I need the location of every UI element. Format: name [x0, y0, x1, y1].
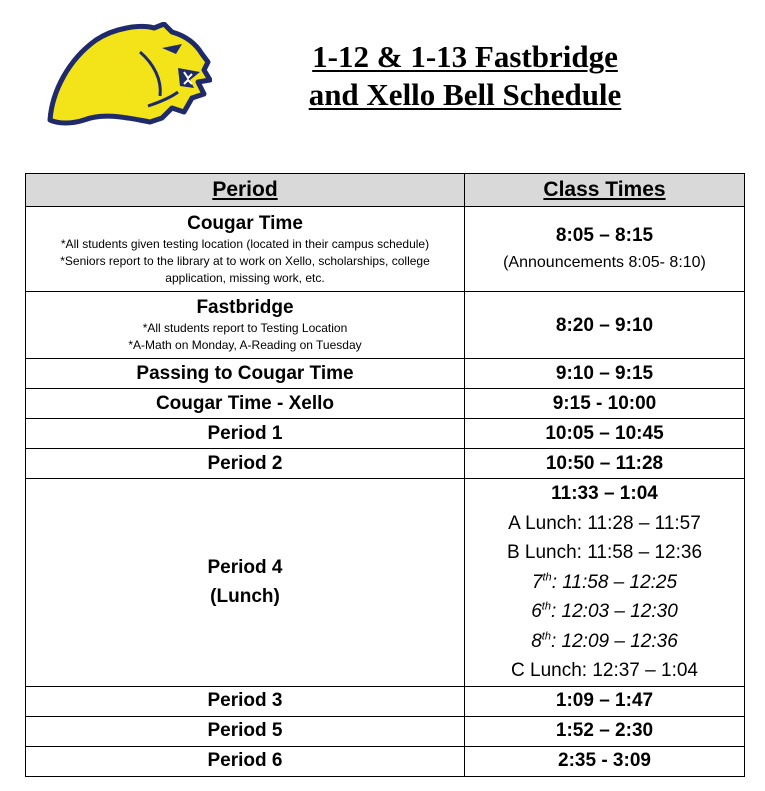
- table-row-period-5: [26, 716, 745, 746]
- grade-6-lunch-time: 6th: 12:03 – 12:30: [531, 600, 678, 622]
- grade-8-lunch-time: 8th: 12:09 – 12:36: [531, 630, 678, 652]
- period-name: Period 5: [26, 716, 465, 746]
- period-note: *Seniors report to the library at to work on Xello, scholarships, college application, missing work, etc.: [60, 253, 430, 285]
- table-row-cougar-time: [26, 207, 745, 292]
- period-name: Period 4: [207, 556, 283, 578]
- period-cell: [26, 292, 465, 359]
- period-time: 8:05 – 8:15: [555, 225, 654, 246]
- table-row-fastbridge: [26, 292, 745, 359]
- page-title: [240, 38, 690, 114]
- grade-7-lunch-time: 7th: 11:58 – 12:25: [531, 571, 678, 593]
- period-name: Passing to Cougar Time: [26, 359, 465, 389]
- period-time: 10:50 – 11:28: [465, 449, 745, 479]
- period-time: 2:35 - 3:09: [465, 746, 745, 776]
- b-lunch-time: B Lunch: 11:58 – 12:36: [506, 542, 703, 563]
- period-time: 1:09 – 1:47: [465, 686, 745, 716]
- period-note: *All students report to Testing Location: [142, 321, 348, 335]
- table-row-passing: [26, 359, 745, 389]
- period-cell: [26, 479, 465, 687]
- period-time: 8:20 – 9:10: [555, 315, 654, 336]
- period-time-note: (Announcements 8:05- 8:10): [503, 254, 706, 271]
- time-cell: [465, 207, 745, 292]
- period-time: 9:10 – 9:15: [465, 359, 745, 389]
- time-cell: [465, 479, 745, 687]
- period-time: 11:33 – 1:04: [551, 483, 658, 504]
- cougar-head-logo-icon: [44, 22, 212, 126]
- time-cell: [465, 292, 745, 359]
- table-row-period-4: [26, 479, 745, 687]
- period-time: 1:52 – 2:30: [465, 716, 745, 746]
- period-name-sub: (Lunch): [210, 585, 280, 607]
- title-line-1: 1-12 & 1-13 Fastbridge: [312, 39, 618, 74]
- c-lunch-time: C Lunch: 12:37 – 1:04: [511, 660, 698, 681]
- header-class-times: Class Times: [465, 174, 745, 207]
- period-name: Fastbridge: [196, 297, 294, 318]
- header-period: Period: [26, 174, 465, 207]
- period-note: *All students given testing location (located in their campus schedule): [60, 236, 430, 251]
- bell-schedule-table: [25, 173, 745, 777]
- period-name: Period 6: [26, 746, 465, 776]
- table-header-row: [26, 174, 745, 207]
- period-cell: [26, 207, 465, 292]
- table-row-xello: [26, 389, 745, 419]
- table-row-period-3: [26, 686, 745, 716]
- period-name: Period 1: [26, 419, 465, 449]
- a-lunch-time: A Lunch: 11:28 – 11:57: [508, 512, 701, 534]
- table-row-period-1: [26, 419, 745, 449]
- table-row-period-6: [26, 746, 745, 776]
- period-time: 10:05 – 10:45: [465, 419, 745, 449]
- period-name: Cougar Time - Xello: [26, 389, 465, 419]
- period-name: Cougar Time: [187, 212, 303, 234]
- period-note: *A-Math on Monday, A-Reading on Tuesday: [128, 338, 362, 352]
- title-line-2: and Xello Bell Schedule: [308, 77, 622, 112]
- table-row-period-2: [26, 449, 745, 479]
- period-name: Period 2: [26, 449, 465, 479]
- period-name: Period 3: [26, 686, 465, 716]
- period-time: 9:15 - 10:00: [465, 389, 745, 419]
